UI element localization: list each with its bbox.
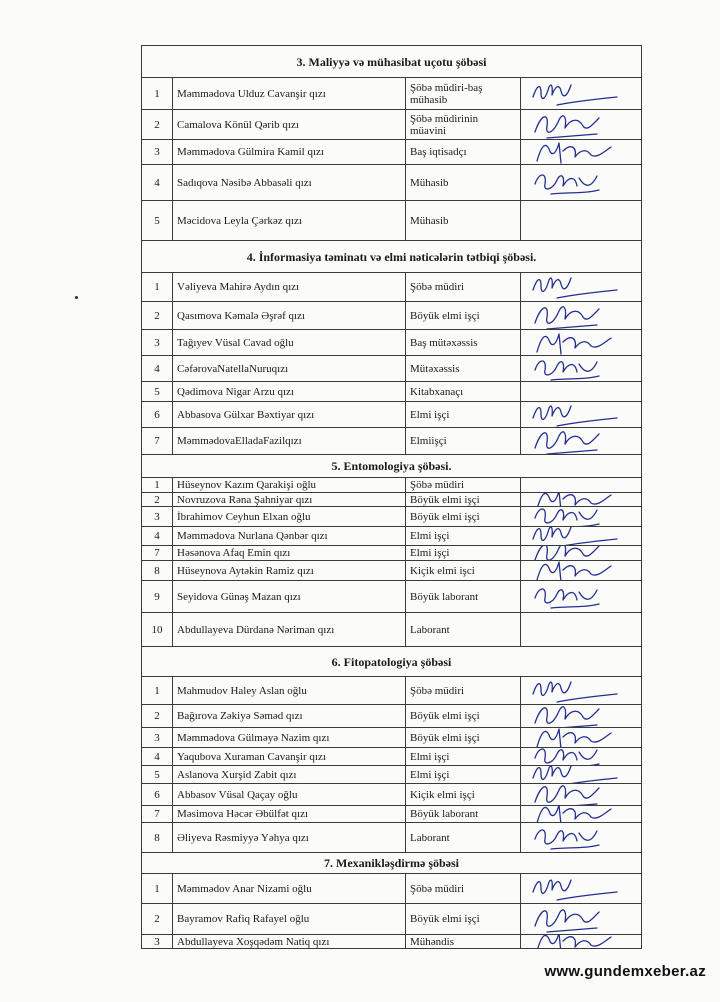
staff-name: Məmmədova Nurlana Qənbər qızı — [173, 527, 406, 546]
row-number: 4 — [142, 527, 173, 546]
row-number: 1 — [142, 874, 173, 904]
signature-mark — [527, 546, 623, 561]
staff-name: Mahmudov Haley Aslan oğlu — [173, 677, 406, 705]
signature-cell — [521, 507, 642, 527]
row-number: 4 — [142, 356, 173, 382]
row-number: 1 — [142, 478, 173, 493]
staff-signature-table — [141, 45, 642, 949]
row-number: 9 — [142, 581, 173, 613]
signature-cell — [521, 766, 642, 784]
staff-name: Məmmədov Anar Nizami oğlu — [173, 874, 406, 904]
row-number: 8 — [142, 823, 173, 853]
staff-position: Şöbə müdirinin müavini — [406, 110, 521, 140]
signature-cell — [521, 705, 642, 728]
signature-cell — [521, 356, 642, 382]
staff-name: Hüseynova Aytəkin Ramiz qızı — [173, 561, 406, 581]
section-header-row — [142, 46, 642, 78]
staff-row — [142, 581, 642, 613]
section-header-row — [142, 241, 642, 273]
staff-position: Mühasib — [406, 165, 521, 201]
staff-row — [142, 935, 642, 949]
staff-position: Şöbə müdiri — [406, 677, 521, 705]
signature-stroke — [535, 910, 599, 932]
staff-row — [142, 546, 642, 561]
row-number: 5 — [142, 766, 173, 784]
row-number: 3 — [142, 507, 173, 527]
staff-position: Elmi işçi — [406, 766, 521, 784]
staff-row — [142, 874, 642, 904]
watermark-url: www.gundemxeber.az — [544, 963, 706, 980]
staff-name: Qədimova Nigar Arzu qızı — [173, 382, 406, 402]
row-number: 3 — [142, 140, 173, 165]
staff-row — [142, 507, 642, 527]
staff-position: Laborant — [406, 823, 521, 853]
row-number: 2 — [142, 705, 173, 728]
staff-name: Məmmədova Gülmira Kamil qızı — [173, 140, 406, 165]
staff-position: Böyük elmi işçi — [406, 904, 521, 935]
signature-cell — [521, 273, 642, 302]
signature-stroke — [535, 306, 599, 328]
signature-mark — [527, 428, 623, 455]
signature-cell — [521, 527, 642, 546]
signature-mark — [527, 140, 623, 165]
staff-row — [142, 784, 642, 806]
staff-position: Böyük elmi işçi — [406, 302, 521, 330]
row-number: 2 — [142, 302, 173, 330]
staff-name: İbrahimov Ceyhun Elxan oğlu — [173, 507, 406, 527]
signature-cell — [521, 677, 642, 705]
signature-mark — [527, 705, 623, 728]
staff-name: Tağıyev Vüsal Cavad oğlu — [173, 330, 406, 356]
staff-name: Məsimova Həcər Əbülfət qızı — [173, 806, 406, 823]
signature-cell — [521, 110, 642, 140]
staff-name: Məcidova Leyla Çərkəz qızı — [173, 201, 406, 241]
signature-cell — [521, 493, 642, 507]
row-number: 5 — [142, 201, 173, 241]
staff-row — [142, 493, 642, 507]
staff-position: Böyük elmi işçi — [406, 493, 521, 507]
staff-row — [142, 330, 642, 356]
staff-row — [142, 823, 642, 853]
staff-name: Sadıqova Nəsibə Abbasəli qızı — [173, 165, 406, 201]
staff-position: Şöbə müdiri — [406, 273, 521, 302]
staff-row — [142, 904, 642, 935]
staff-name: Seyidova Günəş Mazan qızı — [173, 581, 406, 613]
staff-position: Kitabxanaçı — [406, 382, 521, 402]
staff-position: Baş mütəxəssis — [406, 330, 521, 356]
staff-name: Abdullayeva Dürdanə Nəriman qızı — [173, 613, 406, 647]
signature-cell — [521, 302, 642, 330]
staff-position: Elmiişçi — [406, 428, 521, 455]
staff-row — [142, 527, 642, 546]
staff-position: Mühəndis — [406, 935, 521, 949]
signature-cell — [521, 428, 642, 455]
signature-cell — [521, 823, 642, 853]
staff-name: Abbasov Vüsal Qaçay oğlu — [173, 784, 406, 806]
signature-stroke — [537, 562, 611, 581]
staff-name: Abdullayeva Xoşqədəm Natiq qızı — [173, 935, 406, 949]
staff-name: Bayramov Rafiq Rafayel oğlu — [173, 904, 406, 935]
staff-row — [142, 302, 642, 330]
row-number: 3 — [142, 728, 173, 748]
signature-cell — [521, 165, 642, 201]
signature-mark — [527, 507, 623, 527]
signature-mark — [527, 935, 623, 949]
row-number: 1 — [142, 78, 173, 110]
staff-name: Yaqubova Xuraman Cavanşir qızı — [173, 748, 406, 766]
row-number: 1 — [142, 273, 173, 302]
row-number: 2 — [142, 110, 173, 140]
signature-cell — [521, 382, 642, 402]
staff-row — [142, 728, 642, 748]
section-title: 6. Fitopatologiya şöbəsi — [142, 647, 642, 677]
signature-stroke — [535, 830, 599, 849]
row-number: 4 — [142, 748, 173, 766]
staff-name: Məmmədova Gülməyə Nazim qızı — [173, 728, 406, 748]
row-number: 8 — [142, 561, 173, 581]
signature-mark — [527, 806, 623, 823]
staff-name: Qasımova Kəmalə Əşrəf qızı — [173, 302, 406, 330]
section-title: 5. Entomologiya şöbəsi. — [142, 455, 642, 478]
section-title: 4. İnformasiya təminatı və elmi nəticələrin tətbiqi şöbəsi. — [142, 241, 642, 273]
signature-stroke — [535, 361, 599, 380]
signature-stroke — [533, 278, 617, 298]
staff-name: Vəliyeva Mahirə Aydın qızı — [173, 273, 406, 302]
staff-row — [142, 613, 642, 647]
signature-stroke — [535, 546, 599, 561]
signature-cell — [521, 904, 642, 935]
row-number: 7 — [142, 546, 173, 561]
signature-mark — [527, 823, 623, 853]
row-number: 3 — [142, 330, 173, 356]
staff-row — [142, 110, 642, 140]
signature-cell — [521, 402, 642, 428]
row-number: 6 — [142, 784, 173, 806]
staff-position: Laborant — [406, 613, 521, 647]
staff-name: Bağırova Zəkiyə Səməd qızı — [173, 705, 406, 728]
row-number: 5 — [142, 382, 173, 402]
signature-stroke — [537, 493, 611, 507]
signature-mark — [527, 766, 623, 784]
signature-mark — [527, 356, 623, 382]
signature-cell — [521, 78, 642, 110]
signature-mark — [527, 165, 623, 201]
staff-name: Abbasova Gülxar Bəxtiyar qızı — [173, 402, 406, 428]
staff-position: Böyük elmi işçi — [406, 728, 521, 748]
signature-mark — [527, 527, 623, 546]
signature-cell — [521, 613, 642, 647]
staff-row — [142, 356, 642, 382]
signature-stroke — [535, 707, 599, 728]
signature-stroke — [537, 935, 611, 949]
staff-name: Məmmədova Ulduz Cavanşir qızı — [173, 78, 406, 110]
staff-row — [142, 201, 642, 241]
staff-position: Şöbə müdiri — [406, 874, 521, 904]
row-number: 7 — [142, 428, 173, 455]
section-title: 3. Maliyyə və mühasibat uçotu şöbəsi — [142, 46, 642, 78]
staff-position: Kiçik elmi işci — [406, 561, 521, 581]
staff-name: Hüseynov Kazım Qarakişi oğlu — [173, 478, 406, 493]
signature-stroke — [533, 766, 617, 784]
signature-cell — [521, 478, 642, 493]
section-title: 7. Mexanikləşdirmə şöbəsi — [142, 853, 642, 874]
staff-name: Həsənova Afaq Emin qızı — [173, 546, 406, 561]
signature-mark — [527, 273, 623, 302]
staff-name: MəmmədovaElladaFazilqızı — [173, 428, 406, 455]
staff-position: Elmi işçi — [406, 748, 521, 766]
staff-position: Mütəxəssis — [406, 356, 521, 382]
signature-cell — [521, 728, 642, 748]
staff-row — [142, 766, 642, 784]
staff-position: Elmi işçi — [406, 527, 521, 546]
staff-name: CəfərovaNatellaNuruqızı — [173, 356, 406, 382]
staff-row — [142, 165, 642, 201]
row-number: 10 — [142, 613, 173, 647]
signature-mark — [527, 561, 623, 581]
signature-stroke — [535, 509, 599, 527]
stray-mark — [75, 296, 78, 299]
staff-name: Camalova Könül Qərib qızı — [173, 110, 406, 140]
signature-stroke — [535, 749, 599, 766]
signature-mark — [527, 402, 623, 428]
staff-row — [142, 677, 642, 705]
staff-position: Böyük elmi işçi — [406, 705, 521, 728]
row-number: 1 — [142, 677, 173, 705]
signature-mark — [527, 728, 623, 748]
row-number: 7 — [142, 806, 173, 823]
row-number: 2 — [142, 904, 173, 935]
signature-mark — [527, 330, 623, 356]
signature-mark — [527, 110, 623, 140]
staff-name: Novruzova Rəna Şahniyar qızı — [173, 493, 406, 507]
staff-row — [142, 402, 642, 428]
signature-stroke — [533, 406, 617, 426]
signature-cell — [521, 806, 642, 823]
signature-cell — [521, 581, 642, 613]
signature-mark — [527, 874, 623, 904]
row-number: 4 — [142, 165, 173, 201]
staff-row — [142, 478, 642, 493]
row-number: 3 — [142, 935, 173, 949]
signature-mark — [527, 581, 623, 613]
staff-position: Elmi işçi — [406, 402, 521, 428]
signature-stroke — [533, 527, 617, 546]
staff-row — [142, 806, 642, 823]
signature-cell — [521, 874, 642, 904]
staff-row — [142, 705, 642, 728]
signature-stroke — [533, 880, 617, 900]
staff-row — [142, 382, 642, 402]
staff-row — [142, 78, 642, 110]
signature-stroke — [537, 806, 611, 823]
section-header-row — [142, 853, 642, 874]
signature-cell — [521, 330, 642, 356]
staff-position: Şöbə müdiri-baş mühasib — [406, 78, 521, 110]
signature-mark — [527, 784, 623, 806]
staff-position: Mühasib — [406, 201, 521, 241]
signature-stroke — [537, 729, 611, 748]
signature-mark — [527, 302, 623, 330]
row-number: 2 — [142, 493, 173, 507]
staff-position: Baş iqtisadçı — [406, 140, 521, 165]
signature-cell — [521, 201, 642, 241]
signature-stroke — [535, 432, 599, 454]
signature-stroke — [535, 589, 599, 608]
signature-mark — [527, 748, 623, 766]
signature-stroke — [537, 143, 611, 163]
signature-mark — [527, 904, 623, 935]
section-header-row — [142, 647, 642, 677]
staff-row — [142, 428, 642, 455]
staff-position: Kiçik elmi işçi — [406, 784, 521, 806]
staff-position: Şöbə müdiri — [406, 478, 521, 493]
signature-mark — [527, 78, 623, 110]
signature-mark — [527, 677, 623, 705]
signature-stroke — [533, 85, 617, 105]
signature-cell — [521, 561, 642, 581]
staff-row — [142, 561, 642, 581]
staff-name: Aslanova Xurşid Zabit qızı — [173, 766, 406, 784]
signature-stroke — [537, 334, 611, 354]
staff-row — [142, 273, 642, 302]
signature-cell — [521, 935, 642, 949]
staff-position: Böyük laborant — [406, 581, 521, 613]
signature-stroke — [533, 682, 617, 702]
staff-name: Əliyeva Rəsmiyyə Yəhya qızı — [173, 823, 406, 853]
staff-position: Böyük laborant — [406, 806, 521, 823]
signature-mark — [527, 493, 623, 507]
signature-cell — [521, 784, 642, 806]
signature-stroke — [535, 115, 599, 137]
staff-row — [142, 748, 642, 766]
signature-stroke — [535, 785, 599, 805]
signature-cell — [521, 140, 642, 165]
staff-row — [142, 140, 642, 165]
signature-stroke — [535, 175, 599, 194]
staff-position: Böyük elmi işçi — [406, 507, 521, 527]
signature-cell — [521, 748, 642, 766]
row-number: 6 — [142, 402, 173, 428]
section-header-row — [142, 455, 642, 478]
staff-position: Elmi işçi — [406, 546, 521, 561]
signature-cell — [521, 546, 642, 561]
